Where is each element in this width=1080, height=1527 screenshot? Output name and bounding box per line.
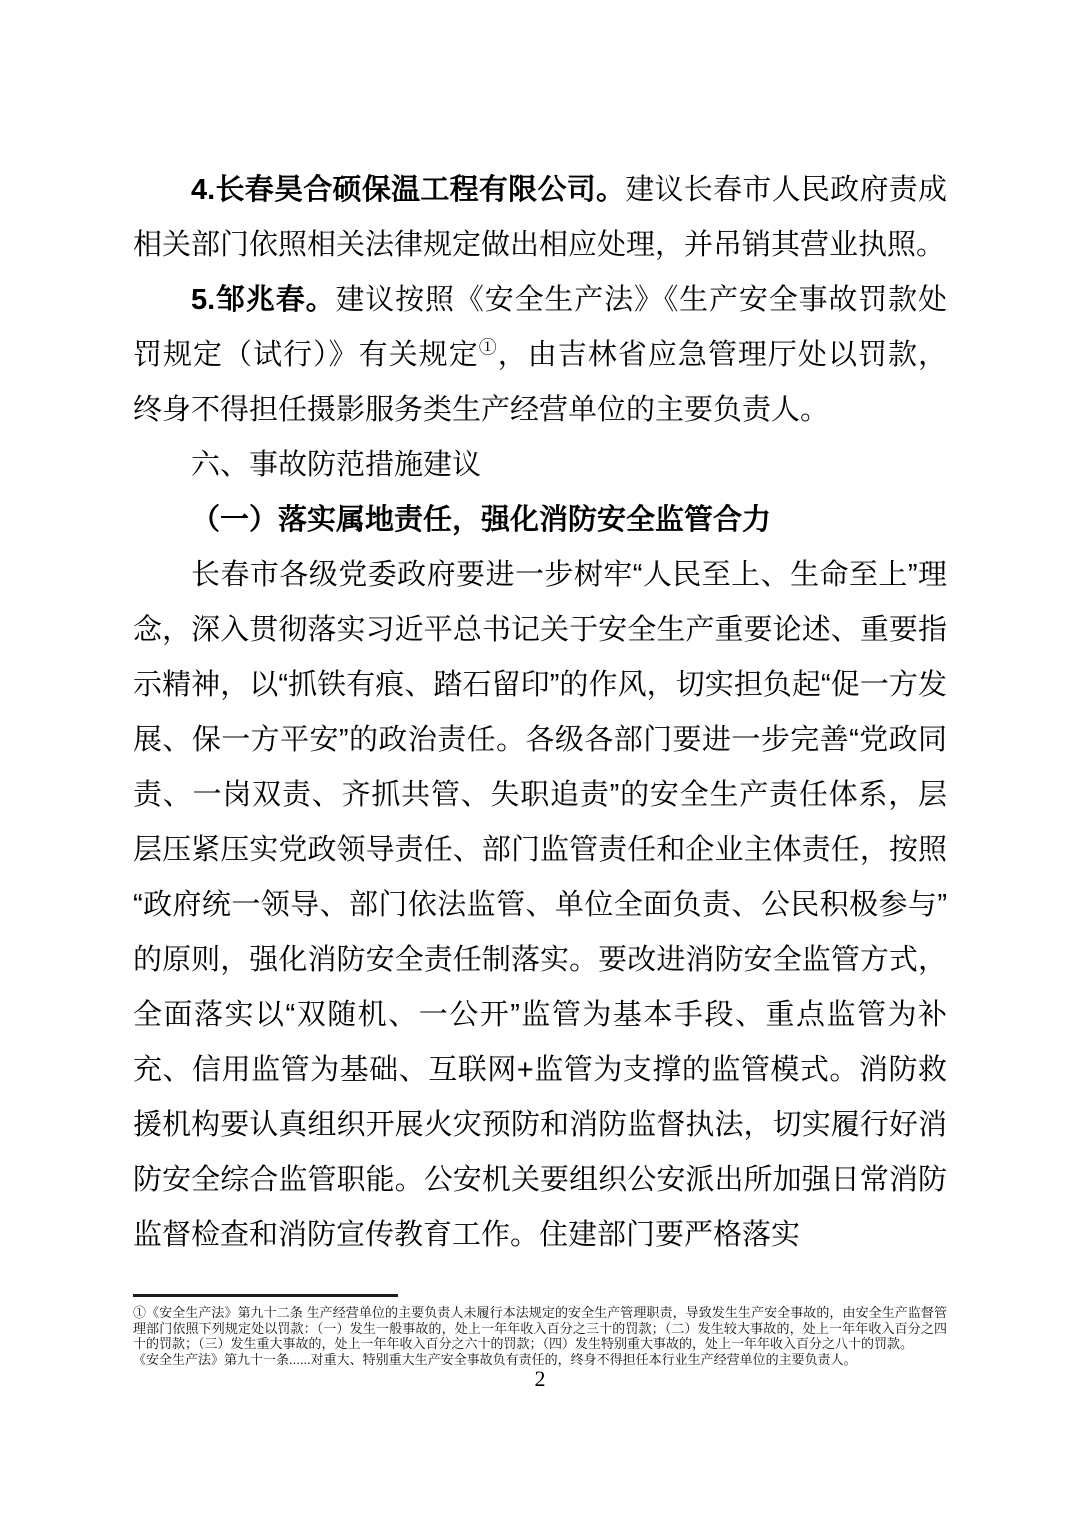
item-5-body-after-ref: ，由吉林省应急管理厅处以罚款，终身不得担任摄影服务类生产经营单位的主要负责人。 [133, 339, 947, 426]
body-paragraph: 长春市各级党委政府要进一步树牢“人民至上、生命至上”理念，深入贯彻落实习近平总书记关于安全生产重要论述、重要指示精神，以“抓铁有痕、踏石留印”的作风，切实担负起“促一方发展、保一方平安”的政治责任。各级各部门要进一步完善“党政同责、一岗双责、齐抓共管、失职追责”的安全生产责任体系，层层压紧压实党政领导责任、部门监管责任和企业主体责任，按照“政府统一领导、部门依法监管、单位全面负责、公民积极参与”的原则，强化消防安全责任制落实。要改进消防安全监管方式，全面落实以“双随机、一公开”监管为基本手段、重点监管为补充、信用监管为基础、互联网+监管为支撑的监管模式。消防救援机构要认真组织开展火灾预防和消防监督执法，切实履行好消防安全综合监管职能。公安机关要组织公安派出所加强日常消防监督检查和消防宣传教育工作。住建部门要严格落实 [133, 559, 947, 1251]
item-4-lead: 4.长春昊合硕保温工程有限公司。 [191, 174, 626, 206]
item-5-lead: 5.邹兆春。 [191, 284, 336, 316]
footnote-item-1: ①《安全生产法》第九十二条 生产经营单位的主要负责人未履行本法规定的安全生产管理职责，导致发生生产安全事故的，由安全生产监督管理部门依照下列规定处以罚款：（一）发生一般事故的，处上一年年收入百分之三十的罚款；（二）发生较大事故的，处上一年年收入百分之四十的罚款；（三）发生重大事故的，处上一年年收入百分之六十的罚款；（四）发生特别重大事故的，处上一年年收入百分之八十的罚款。 [133, 1305, 947, 1351]
item-4-body: 建议长春市人民政府责成相关部门依照相关法律规定做出相应处理，并吊销其营业执照。 [133, 174, 947, 261]
section-heading: 六、事故防范措施建议 [191, 449, 482, 481]
page-number: 2 [534, 1366, 546, 1391]
item-5-body-before-ref: 建议按照《安全生产法》《生产安全事故罚款处罚规定（试行）》有关规定 [133, 284, 947, 371]
paragraph-item-5 [133, 273, 947, 438]
paragraph-item-4 [133, 163, 947, 273]
footnote-separator-rule [133, 1294, 398, 1297]
footnote-ref-mark: ① [478, 337, 498, 358]
footnote-block [133, 1294, 947, 1367]
subsection-heading: （一）落实属地责任，强化消防安全监管合力 [191, 504, 772, 536]
document-body [133, 163, 947, 1291]
footnote-item-2: 《安全生产法》第九十一条......对重大、特别重大生产安全事故负有责任的，终身不得担任本行业生产经营单位的主要负责人。 [133, 1351, 857, 1367]
